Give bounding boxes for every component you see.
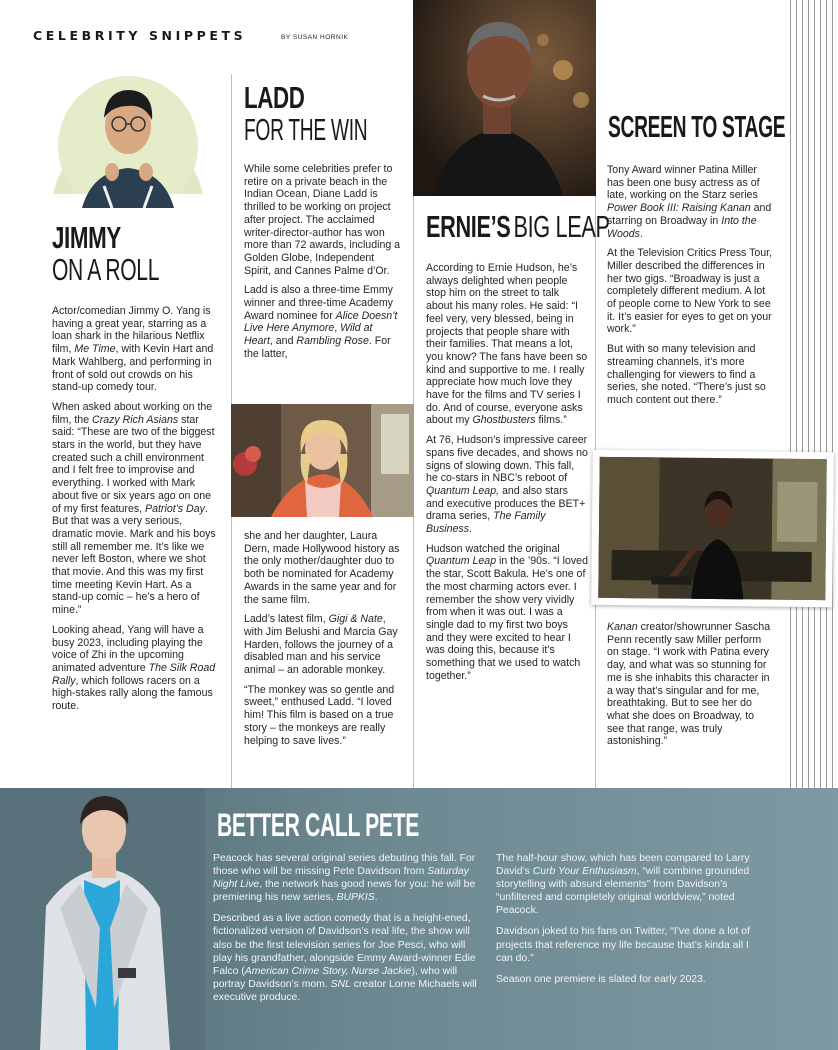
italic-title: The Family Business	[426, 510, 546, 536]
italic-title: Kanan	[607, 621, 638, 633]
screen-article-bottom	[607, 621, 773, 755]
paragraph-text: While some celebrities prefer to retire on a private beach in the Indian Ocean, Diane Ladd is thrilled to be working on project after project. The acclaimed writer-director-author has won more than 72 awards, including a Golden Globe, Independent Spirit, and Cannes Palme d’Or.	[244, 163, 401, 277]
paragraph-text: Season one premiere is slated for early 2023.	[496, 973, 706, 985]
paragraph-text: At 76, Hudson’s impressive career spans five decades, and shows no signs of slowing down. This fall, he co-stars in NBC’s reboot of	[426, 434, 588, 485]
italic-title: Quantum Leap,	[426, 484, 500, 497]
jimmy-yang-photo	[52, 76, 204, 208]
paragraph-text: . But that was a very serious, dramatic movie. Mark and his boys still all remember me. It’s like we never left Boston, where we shot that movie. And this was my first time meeting Kevin Hart. As a stand-up comic – he’s a hero of mine.”	[52, 502, 216, 617]
article-paragraph	[52, 401, 222, 617]
screen-headline	[608, 110, 838, 144]
italic-title: Quantum Leap	[426, 555, 497, 568]
paragraph-text: , and	[269, 335, 297, 348]
ernie-article	[426, 262, 588, 690]
italic-title: BUPKIS	[336, 892, 375, 904]
italic-title: Gigi & Nate	[328, 613, 383, 626]
article-paragraph	[244, 684, 404, 748]
jimmy-headline-bold: JIMMY	[52, 220, 121, 255]
pete-headline-wrap	[217, 808, 523, 842]
paragraph-text: , with Kevin Hart and Mark Wahlberg, and performing in front of sold out crowds on his stand-up comedy tour.	[52, 343, 214, 394]
italic-title: Ghostbusters	[472, 414, 536, 427]
italic-title: Into the Woods	[607, 214, 757, 240]
article-paragraph	[213, 912, 480, 1004]
pete-headline: BETTER CALL PETE	[217, 807, 420, 843]
paragraph-text: .	[639, 227, 643, 240]
paragraph-text: Hudson watched the original	[426, 542, 560, 555]
article-paragraph	[496, 925, 766, 964]
italic-title: Me Time	[74, 343, 116, 356]
paragraph-text: and starring on Broadway in	[607, 202, 772, 227]
italic-title: Rambling Rose	[296, 335, 369, 348]
italic-title: Alice Doesn’t Live Here Anymore	[244, 309, 398, 335]
article-paragraph	[607, 343, 775, 407]
pete-davidson-photo	[0, 788, 205, 1050]
pete-article-col1	[213, 852, 480, 1012]
ladd-headline-bold: LADD	[244, 80, 305, 115]
paragraph-text: Tony Award winner Patina Miller has been one busy actress as of late, working on the Starz series	[607, 164, 760, 202]
ernie-hudson-photo	[413, 0, 596, 196]
paragraph-text: At the Television Critics Press Tour, Miller described the differences in her two gigs. “Broadway is just a completely different medium. A lot of people come to New York to see it. It’s easier for eyes to get on your work.”	[607, 247, 773, 336]
italic-title: Saturday Night Live	[213, 866, 469, 891]
article-paragraph	[426, 543, 588, 683]
screen-article-top	[607, 164, 775, 414]
article-paragraph	[607, 621, 773, 748]
jimmy-headline	[52, 222, 209, 286]
section-title: CELEBRITY SNIPPETS	[33, 28, 247, 43]
article-paragraph	[52, 305, 222, 394]
screen-headline-bold: SCREEN TO STAGE	[608, 109, 786, 144]
paragraph-text: Peacock has several original series debuting this fall. For those who will be missing Pete Davidson from	[213, 853, 476, 878]
ernie-headline-bold: ERNIE’S	[426, 209, 511, 244]
paragraph-text: in the ’90s. “I loved the star, Scott Bakula. He’s one of the most charming actors ever. I remember the show very vividly from when it was out. I was a single dad to my first two boys and they were excited to hear I was doing this, because it’s something that we used to watch together.”	[426, 555, 588, 682]
paragraph-text: creator Lorne Michaels will executive produce.	[213, 978, 477, 1003]
paragraph-text: , which follows racers on a high-stakes rally along the famous route.	[52, 674, 213, 713]
article-paragraph	[426, 262, 588, 427]
jimmy-headline-light: ON A ROLL	[52, 252, 160, 287]
article-paragraph	[52, 624, 222, 713]
italic-title: SNL	[330, 978, 351, 990]
paragraph-text: But with so many television and streaming channels, it’s more challenging for viewers to find a series, she noted. “There’s just so much content out there.”	[607, 343, 766, 406]
byline: BY SUSAN HORNIK	[281, 34, 349, 41]
paragraph-text: ,	[334, 322, 341, 335]
paragraph-text: , with Jim Belushi and Marcia Gay Harden, follows the journey of a disabled man and his service animal – an adorable monkey.	[244, 613, 398, 677]
article-paragraph	[607, 247, 775, 336]
article-paragraph	[213, 852, 480, 904]
paragraph-text: creator/showrunner Sascha Penn recently saw Miller perform on stage. “I work with Patina every day, and what was so stunning for me is she inhabits this character in a way that’s singular and for me, breathtaking. But to see her do what she does on Broadway, to see that range, was truly astonishing.”	[607, 621, 771, 748]
italic-title: Crazy Rich Asians	[92, 413, 179, 426]
paragraph-text: Actor/comedian Jimmy O. Yang is having a great year, starring as a loan shark in the hilarious Netflix film,	[52, 305, 211, 356]
paragraph-text: When asked about working on the film, the	[52, 400, 213, 426]
italic-title: Curb Your Enthusiasm	[532, 866, 637, 878]
paragraph-text: . For the latter,	[244, 335, 391, 360]
article-paragraph	[496, 973, 766, 986]
article-paragraph	[607, 164, 775, 240]
patina-miller-photo	[591, 450, 834, 608]
paragraph-text: star said: “These are two of the biggest stars in the world, but they have created such a chill environment and I felt free to improvise and everything. I worked with Mark about five or six years ago on one of my first features,	[52, 413, 215, 515]
paragraph-text: According to Ernie Hudson, he’s always delighted when people stop him on the street to talk about his many roles. He said: “I feel very, very blessed, being in projects that people share with their families. That means a lot, you know? The fans have been so kind and supportive to me. I really appreciate how much love they have for the films and TV series I do. And of course, everyone asks about my	[426, 262, 588, 427]
paragraph-text: “The monkey was so gentle and sweet,” enthused Ladd. “I loved him! This film is based on a true story – the monkeys are really helping to save lives.”	[244, 683, 395, 747]
paragraph-text: films.”	[535, 414, 567, 427]
ladd-article-bottom	[244, 530, 404, 754]
pete-article-col2	[496, 852, 766, 994]
italic-title: Patriot’s Day	[145, 502, 205, 515]
paragraph-text: Ladd is also a three-time Emmy winner and three-time Academy Award nominee for	[244, 284, 393, 322]
article-paragraph	[496, 852, 766, 917]
italic-title: Power Book III: Raising Kanan	[607, 202, 751, 215]
article-paragraph	[244, 613, 404, 677]
ladd-article-top	[244, 163, 404, 368]
article-paragraph	[244, 284, 404, 360]
paragraph-text: Ladd’s latest film,	[244, 613, 329, 626]
paragraph-text: Described as a live action comedy that is a height-ened, fictionalized version of Davidson’s real life, the show will also be the first television series for Joe Pesci, who will play his grandfather, alongside Emmy Award-winner Edie Falco (	[213, 913, 476, 977]
paragraph-text: ), who will portray Davidson’s mom.	[213, 965, 458, 990]
diane-ladd-photo	[231, 404, 414, 517]
ladd-headline-light: FOR THE WIN	[244, 112, 368, 147]
paragraph-text: , “will combine grounded storytelling with absurd elements” from Davidson’s “unfiltered and completely original worldview,” noted Peacock.	[496, 866, 750, 917]
jimmy-article	[52, 305, 222, 720]
paragraph-text: and also stars and executive produces the BET+ drama series,	[426, 484, 586, 523]
paragraph-text: , the network has good news for you: he will be premiering his new series,	[213, 879, 476, 904]
italic-title: Wild at Heart	[244, 322, 373, 348]
article-paragraph	[244, 163, 404, 277]
article-paragraph	[426, 434, 588, 536]
paragraph-text: .	[469, 523, 472, 536]
paragraph-text: Davidson joked to his fans on Twitter, “I’ve done a lot of projects that reference my life because that’s kinda all I can do.”	[496, 926, 750, 964]
ernie-headline-light: BIG LEAP	[513, 209, 610, 244]
paragraph-text: .	[374, 892, 378, 904]
paragraph-text: Looking ahead, Yang will have a busy 2023, including playing the voice of Zhi in the upcoming animated adventure	[52, 623, 204, 674]
paragraph-text: The half-hour show, which has been compared to Larry David’s	[496, 853, 750, 878]
italic-title: The Silk Road Rally	[52, 661, 216, 687]
article-paragraph	[244, 530, 404, 606]
paragraph-text: she and her daughter, Laura Dern, made Hollywood history as the only mother/daughter duo to both be nominated for Academy Awards in the same year and for the same film.	[244, 530, 400, 606]
italic-title: American Crime Story, Nurse Jackie	[244, 965, 412, 977]
